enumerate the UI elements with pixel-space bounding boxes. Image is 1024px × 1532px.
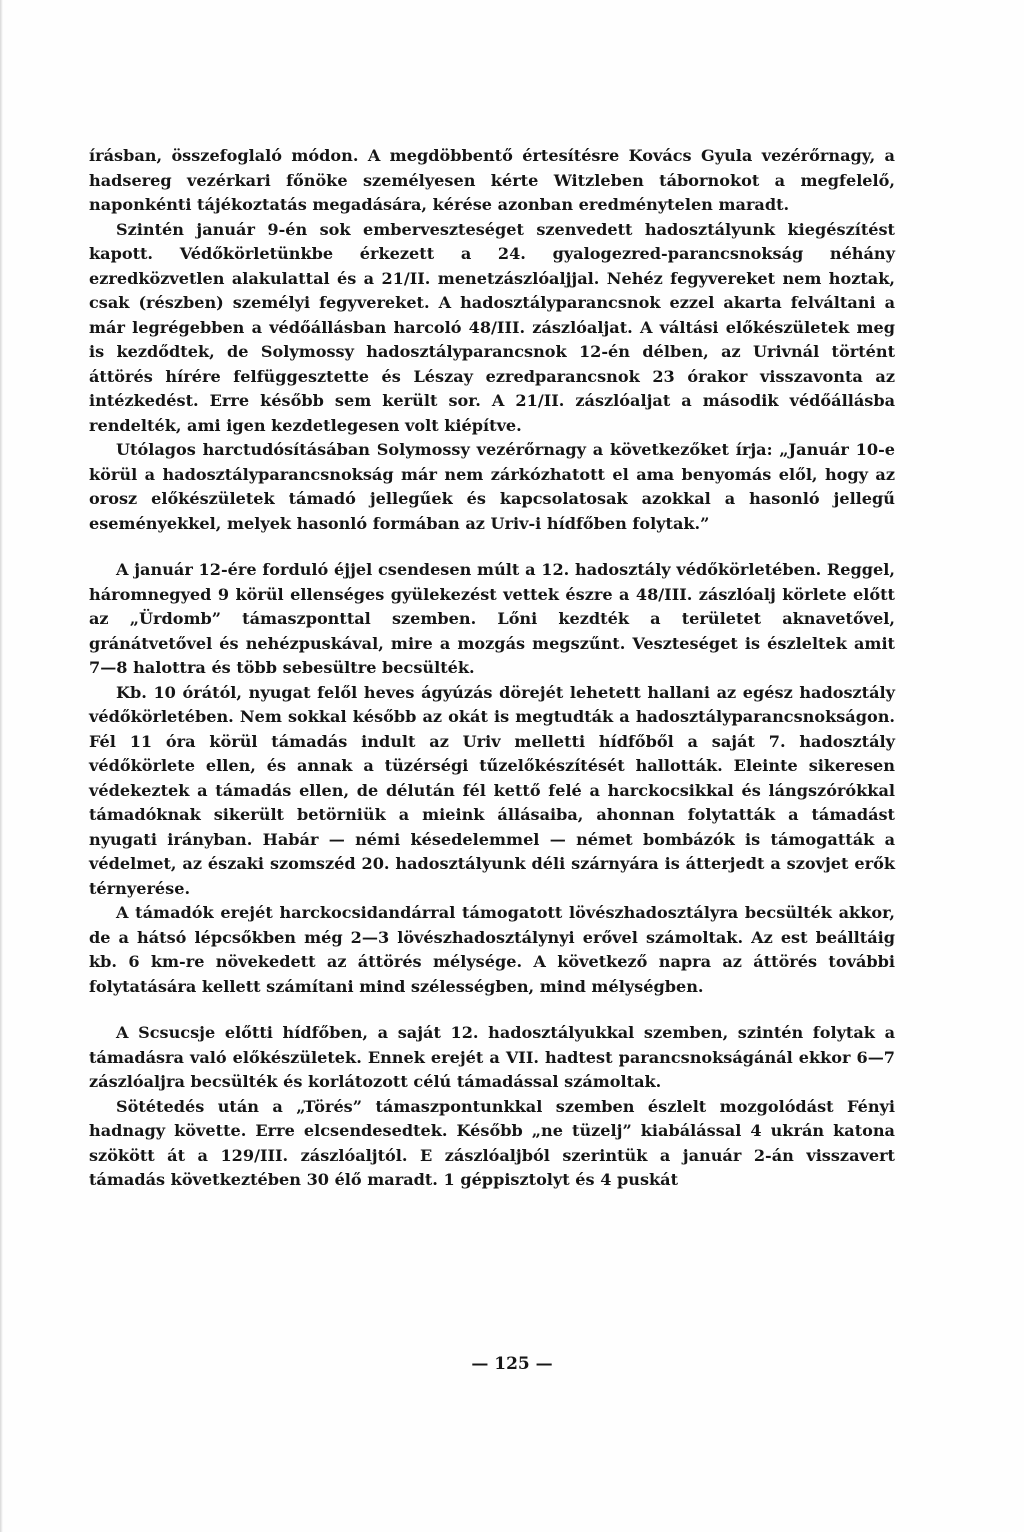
paragraph-8: Sötétedés után a „Törés” támaszpontunkkal szemben észlelt mozgolódást Fényi hadnagy követte. Erre elcsendesedtek. Később „ne tüzelj” kiabálással 4 ukrán katona szökött át a 129/III. zászlóaljtól. E zászlóaljból szerintük a január 2-án visszavert támadás következtében 30 élő maradt. 1 géppisztolyt és 4 puskát bbox=[89, 1096, 895, 1189]
paragraph-1: írásban, összefoglaló módon. A megdöbbentő értesítésre Kovács Gyula vezérőrnagy, a hadsereg vezérkari főnöke személyesen kérte Witzleben tábornokot a megfelelő, naponkénti tájékoztatás megadására, kérése azonban eredménytelen maradt. bbox=[89, 146, 895, 214]
paragraph-2: Szintén január 9-én sok emberveszteséget szenvedett hadosztályunk kiegészítést kapott. Védőkörletünkbe érkezett a 24. gyalogezred-parancsnokság néhány ezredközvetlen alakulattal és a 21/II. menetzászlóaljjal. Nehéz fegyvereket nem hoztak, csak (részben) személyi fegyvereket. A hadosztályparancsnok ezzel akarta felváltani a már legrégebben a védőállásban harcoló 48/III. zászlóaljat. A váltási előkészületek meg is kezdődtek, de Solymossy hadosztályparancsnok 12-én délben, az Urivnál történt áttörés hírére felfüggesztette és Lészay ezredparancsnok 23 órakor visszavonta az intézkedést. Erre később sem került sor. A 21/II. zászlóaljat a második védőállásba rendelték, ami igen kezdetlegesen volt kiépítve. bbox=[89, 219, 895, 435]
paragraph-5: Kb. 10 órától, nyugat felől heves ágyúzás dörejét lehetett hallani az egész hadosztály védőkörletében. Nem sokkal később az okát is megtudták a hadosztályparancsnokságon. Fél 11 óra körül támadás indult az Uriv melletti hídfőből a saját 7. hadosztály védőkörlete ellen, és annak a tüzérségi tűzelőkészítését hallották. Eleinte sikeresen védekeztek a támadás ellen, de délután fél kettő felé a harckocsikkal és lángszórókkal támadóknak sikerült betörniük a mieink állásaiba, ahonnan folytatták a támadást nyugati irányban. Habár — némi késedelemmel — német bombázók is támogatták a védelmet, az északi szomszéd 20. hadosztályunk déli szárnyára is átterjedt a szovjet erők térnyerése. bbox=[89, 682, 895, 898]
paragraph-6: A támadók erejét harckocsidandárral támogatott lövészhadosztályra becsülték akkor, de a hátsó lépcsőkben még 2—3 lövészhadosztálynyi erővel számoltak. Az est beálltáig kb. 6 km-re növekedett az áttörés mélysége. A következő napra az áttörés további folytatására kellett számítani mind szélességben, mind mélységben. bbox=[89, 903, 895, 996]
page-number: — 125 — bbox=[471, 1354, 553, 1374]
paragraph-4: A január 12-ére forduló éjjel csendesen múlt a 12. hadosztály védőkörletében. Reggel, háromnegyed 9 körül ellenséges gyülekezést vettek észre a 48/III. zászlóalj körlete előtt az „Ürdomb” támaszponttal szemben. Lőni kezdték a területet aknavetővel, gránátvetővel és nehézpuskával, mire a mozgás megszűnt. Veszteséget is észleltek amit 7—8 halottra és több sebesültre becsülték. bbox=[89, 560, 895, 677]
paragraph-7: A Scsucsje előtti hídfőben, a saját 12. hadosztályukkal szemben, szintén folytak a támadásra való előkészületek. Ennek erejét a VII. hadtest parancsnokságánál ekkor 6—7 zászlóaljra becsülték és korlátozott célú támadással számoltak. bbox=[89, 1023, 895, 1091]
paragraph-3: Utólagos harctudósításában Solymossy vezérőrnagy a következőket írja: „Január 10-e körül a hadosztályparancsnokság már nem zárkózhatott el ama benyomás elől, hogy az orosz előkészületek támadó jellegűek és kapcsolatosak azokkal a hasonló jellegű eseményekkel, melyek hasonló formában az Uriv-i hídfőben folytak.” bbox=[89, 440, 895, 533]
body-text bbox=[89, 144, 895, 1193]
scan-edge bbox=[0, 0, 3, 1532]
